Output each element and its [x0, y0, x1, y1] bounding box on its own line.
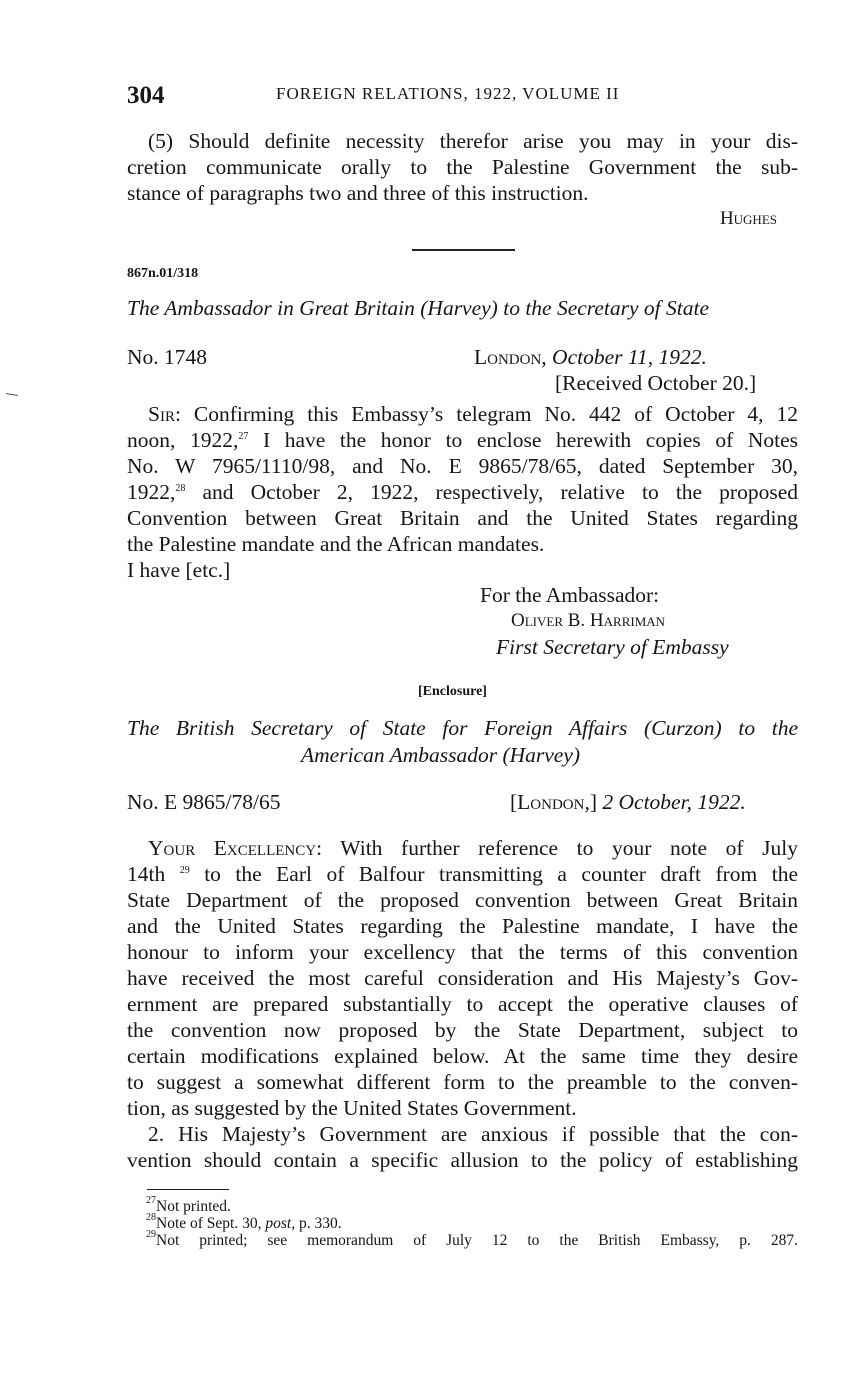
text-line: have received the most careful consideration and His Majesty’s Gov-: [127, 966, 798, 990]
enclosure-place: [London,]: [510, 790, 597, 814]
text-line: to suggest a somewhat different form to the preamble to the conven-: [127, 1070, 798, 1094]
enclosure-dateline: [510, 790, 746, 815]
footnote-ref: 27: [238, 431, 249, 442]
previous-document-text: [127, 128, 798, 206]
document-number: No. 1748: [127, 345, 208, 369]
text-line: Sir: Confirming this Embassy’s telegram No. 442 of October 4, 12: [148, 402, 798, 426]
text-line: Convention between Great Britain and the United States regarding: [127, 506, 798, 530]
document-title: The Ambassador in Great Britain (Harvey) to the Secretary of State: [127, 296, 710, 320]
footnote-29: $^{29}$Not printed; see memorandum of July 12 to the British Embassy, p. 287.: [146, 1229, 798, 1249]
dateline-date: October 11, 1922.: [552, 345, 707, 369]
text-line: Your Excellency: With further reference to your note of July: [148, 836, 798, 860]
footnote-27: $^{27}$Not printed.: [146, 1195, 231, 1215]
text-line: (5) Should definite necessity therefor arise you may in your dis-: [148, 129, 798, 153]
text-line: noon, 1922,27 I have the honor to enclose herewith copies of Notes: [127, 428, 799, 452]
text-line: certain modifications explained below. At the same time they desire: [127, 1044, 798, 1068]
dateline-place: London,: [474, 345, 547, 369]
text-line: 1922,28 and October 2, 1922, respectively, relative to the proposed: [127, 480, 798, 504]
text-line: and the United States regarding the Palestine mandate, I have the: [127, 914, 798, 938]
enclosure-title-line-1: The British Secretary of State for Foreign Affairs (Curzon) to the: [127, 716, 798, 740]
file-number: 867n.01/318: [127, 266, 199, 281]
received-date: [Received October 20.]: [555, 371, 757, 395]
running-title: FOREIGN RELATIONS, 1922, VOLUME II: [276, 84, 620, 103]
enclosure-date: 2 October, 1922.: [602, 790, 746, 814]
text-line: the Palestine mandate and the African mandates.: [127, 532, 545, 556]
footnote-ref: 29: [179, 865, 190, 876]
dateline: [474, 345, 707, 370]
text-line: State Department of the proposed convention between Great Britain: [127, 888, 798, 912]
footnote-mark: 27: [146, 1195, 156, 1206]
page-number: 304: [127, 82, 165, 109]
closing: I have [etc.]: [127, 558, 231, 582]
footnote-mark: 29: [146, 1229, 156, 1240]
text-line: cretion communicate orally to the Palestine Government the sub-: [127, 155, 798, 179]
text-line: honour to inform your excellency that the terms of this convention: [127, 940, 798, 964]
enclosure-salutation: Your Excellency:: [148, 836, 323, 860]
signoff: For the Ambassador:: [480, 583, 660, 607]
enclosure-number: No. E 9865/78/65: [127, 790, 281, 814]
text-line: vention should contain a specific allusion to the policy of establishing: [127, 1148, 798, 1172]
text-line: stance of paragraphs two and three of this instruction.: [127, 181, 589, 205]
text-line: tion, as suggested by the United States Government.: [127, 1096, 577, 1120]
footnote-28: $^{28}$Note of Sept. 30, post, p. 330.: [146, 1212, 342, 1232]
enclosure-body: [127, 835, 798, 1173]
section-divider: [412, 249, 515, 251]
text-line: No. W 7965/1110/98, and No. E 9865/78/65, dated September 30,: [127, 454, 798, 478]
margin-mark: [6, 393, 18, 396]
signature-hughes: Hughes: [719, 208, 777, 229]
text-line: ernment are prepared substantially to accept the operative clauses of: [127, 992, 798, 1016]
enclosure-label: [Enclosure]: [418, 684, 487, 699]
text-line: the convention now proposed by the State Department, subject to: [127, 1018, 798, 1042]
footnote-mark: 28: [146, 1212, 156, 1223]
text-line: 14th $^{29}$ to the Earl of Balfour transmitting a counter draft from the: [127, 862, 798, 886]
signer-title: First Secretary of Embassy: [496, 635, 729, 659]
footnote-ref: 28: [175, 483, 186, 494]
letter-body: [127, 401, 798, 557]
enclosure-title-line-2: American Ambassador (Harvey): [301, 743, 581, 767]
signer-name: Oliver B. Harriman: [511, 610, 666, 631]
salutation: Sir:: [148, 402, 181, 426]
text-line: 2. His Majesty’s Government are anxious if possible that the con-: [148, 1122, 798, 1146]
footnote-rule: [147, 1189, 229, 1190]
